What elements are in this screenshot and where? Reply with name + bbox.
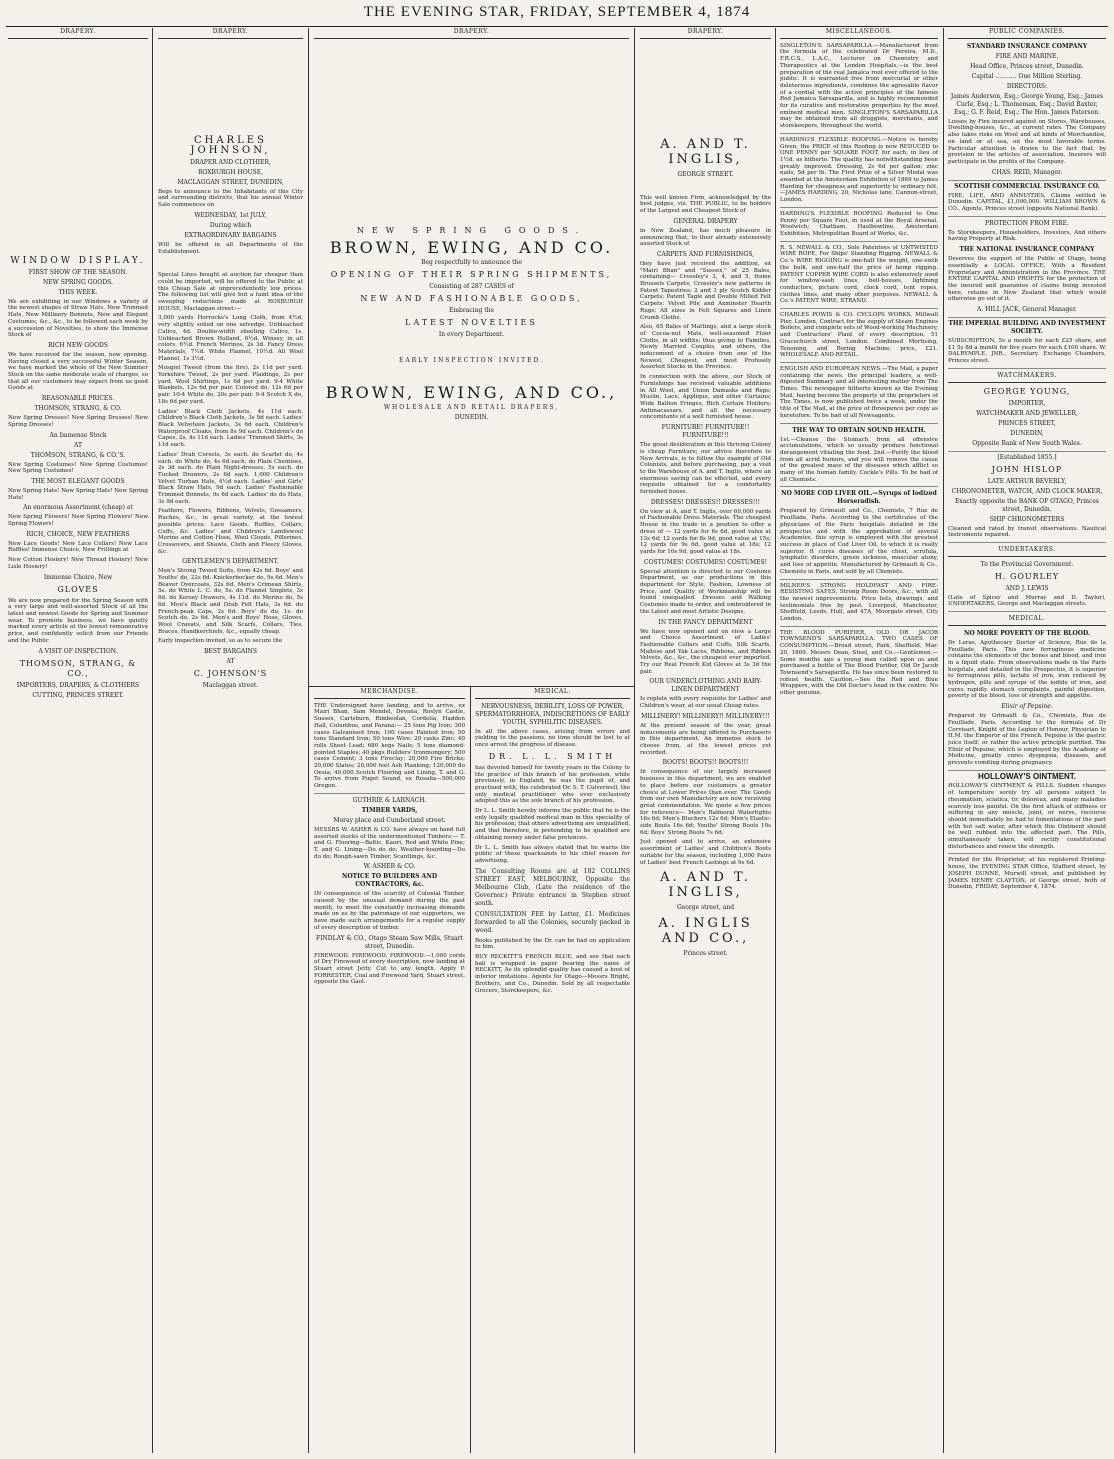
george-young-line-3: PRINCES STREET, xyxy=(998,419,1056,427)
medical-body-2: has devoted himself for twenty years in the Colony to the practice of this branch of his profession, while previously, in England, he was the pupil of, and practised with, the celebrated Dr. S. T. Culverwell, the only medical practitioner who ever exclusively adopted this as the sole branch of his profession. xyxy=(475,764,630,805)
national-signature: A. HILL JACK, General Manager. xyxy=(948,306,1106,318)
books-note: Books published by the Dr. can be had on application to him. xyxy=(475,937,630,951)
gourley-to: To the Provincial Government. xyxy=(980,560,1074,568)
signature-address: CUTTING, PRINCES STREET. xyxy=(32,691,124,699)
boots-heading: BOOTS! BOOTS!! BOOTS!!! xyxy=(662,759,749,767)
poverty-body: Dr Leras, Apothecary Doctor of Science, Rue de la Feuillade, Paris. This new ferruginous medicine contains the elements of the bones and blood, and iron in a liquid state. From observations made in the Paris hospitals, and detailed in the Prospectus, it is superior to ferruginous pills, lactate of iron, iron reduced by hydrogen, pills and syrups of the iodide of iron, and cures rapidly stomach complaints, painful digestion, poverty of the blood, loss of strength and appetite. xyxy=(948,639,1106,700)
new-spring-goods: NEW SPRING GOODS. xyxy=(43,278,113,286)
section-heading: DRAPERY. xyxy=(314,28,629,39)
notice-builders-body: IN consequence of the scarcity of Colonial Timber, caused by the unusual demand during the past month, to meet the constantly increasing demands made on us by the patronage of our supporters, we have made such arrangements for a regular supply of every description of timber. xyxy=(314,891,465,931)
carpets-body: they have just received the addition, ex "Mairi Bhan" and "Sussex," of 25 Bales, containing— Crossley's 3, 4, and 5, frame Brussels Carpets; Crossley's new patterns in Patent Tapestries; 2 and 3 ply Scotch Kidder Carpets; Patent Tagle and Double Milled Felt Carpets; Velvet Pile and Axminster Hearth Rugs; All sizes in Felt Squares and Linen Crumb Cloths. xyxy=(640,260,771,321)
inglis-intro-2: in New Zealand, has much pleasure in announcing that, to their already extensively assorted Stock of xyxy=(640,227,771,248)
column-drapery-4 xyxy=(640,28,771,1453)
column-rule xyxy=(943,28,944,1453)
column-drapery-2 xyxy=(158,28,303,1453)
capital: Capital ........... One Million Sterling. xyxy=(971,72,1083,80)
hislop-name: JOHN HISLOP xyxy=(991,464,1063,474)
inner-rule xyxy=(308,686,634,687)
signature-street: Maclaggan street. xyxy=(202,682,259,690)
poverty-heading: NO MORE POVERTY OF THE BLOOD. xyxy=(963,629,1091,637)
consisting-of: Consisting of 287 CASES of xyxy=(429,282,514,290)
asher-signature: W. ASHER & CO. xyxy=(363,863,416,871)
opening-shipments: OPENING OF THEIR SPRING SHIPMENTS, xyxy=(330,269,613,279)
standard-body: Losses by Fire insured against on Stores, Warehouses, Dwelling-houses, &c., at current rates. The Company also takes risks on Wool and all kinds of Merchandise, on land or at sea, on the most favorable terms. Particular attention is drawn to the fact that, by provision in the articles of association, Insurers will participate in the profits of the Company. xyxy=(948,118,1106,165)
directors-heading: DIRECTORS: xyxy=(1006,82,1048,90)
column-merchandise xyxy=(314,688,465,1453)
draper-clothier: DRAPER AND CLOTHIER, xyxy=(190,158,271,166)
inglis-name: A. AND T. INGLIS, xyxy=(660,136,751,167)
hislop-ship: SHIP CHRONOMETERS xyxy=(989,515,1065,523)
singleton-ad: SINGLETON'S SARSAPARILLA.—Manufactured from the formula of the celebrated Dr Pereira, M.D., F.R.C.S., L.A.C., Lecturer on Chemistry and Therapeutics at the London Hospitals,—is the best preparation of the real Jamaica root ever offered to the public. It is warranted free from mercurial or other deleterious ingredients, combines the agreeable flavor of a cordial with the active principles of the famous Red Jamaica Sarsaparilla, and is highly recommended for its curative and restorative properties by the most eminent medical men. SINGLETON'S SARSAPARILLA may be obtained from all druggists, merchants, and storekeepers, throughout the world. xyxy=(780,43,938,134)
hislop-trade: CHRONOMETER, WATCH, AND CLOCK MAKER, xyxy=(951,487,1103,495)
received-text: We have received for the season, now opening. Having closed a very successful Winter Season, we have marked the whole of the New Summer Stock on the same moderate scale of charges, so that all our customers may expect from us good Goods at xyxy=(8,351,148,392)
hats-line: New Spring Hats! New Spring Hats! New Spring Hats! xyxy=(8,487,148,501)
timber-yards-body: MESSRS W. ASHER & CO. have always on hand full assorted stocks of the undermentioned Timbers:— T. and G. Flooring—Baltic, Kauri, Red and White Pine; T. and G. Lining—Do do do; Weather-boarding—Do do do; Rough-sawn Timber, Scantlings, &c. xyxy=(314,826,465,860)
reckitt-blue-ad: BUY RECKITT'S FRENCH BLUE, and see that each ball is wrapped in paper bearing the name of RECKITT, As its splendid quality has caused a host of inferior imitations. Agents for Otago—Messrs Bright, Brothers, and Co., Dunedin. Sold by all respectable Grocers, Storekeepers, &c. xyxy=(475,954,630,994)
reasonable-prices: REASONABLE PRICES. xyxy=(41,395,115,403)
masthead-title: THE EVENING STAR, FRIDAY, SEPTEMBER 4, 1874 xyxy=(363,4,751,20)
best-bargains: BEST BARGAINS xyxy=(204,648,257,656)
at-label: AT xyxy=(73,441,82,449)
early-inspection: Early inspection invited, so as to secure the xyxy=(158,638,283,645)
mattings-body: Also, 65 Bales of Mattings, and a large stock of Cocoa-nut Mats, well-seasoned Floor Cloths, in all widths; thus giving to Families, Newly Married Couples, and others, the inducement of a choice from one of the Newest, Cheapest, and most Profusely Assorted Stocks in the Province. xyxy=(640,324,771,371)
section-heading: DRAPERY. xyxy=(158,28,303,39)
inglis-signature-2: George street, and xyxy=(676,904,735,912)
enormous-assortment: An enormous Assortment (cheap) at xyxy=(23,504,133,512)
carpets-heading: CARPETS AND FURNISHINGS, xyxy=(656,250,755,258)
timber-yards-heading: TIMBER YARDS, xyxy=(361,806,418,814)
flowers-line: New Spring Flowers! New Spring Flowers! New Spring Flowers! xyxy=(8,514,148,528)
announce-text: Begs to announce to the Inhabitants of this City and surrounding districts, that his annual Winter Sale commences on xyxy=(158,188,303,209)
imperial-body: SUBSCRIPTION, 5s a month for each £25 share, and £1 5s 8d a month for five years for each £100 share. W. DALRYMPLE, JNR., Secretary. Exchange Chambers, Princes street. xyxy=(948,338,1106,369)
medical-body-3: Dr L. L. Smith hereby informs the public that he is the only legally qualified medical man in this speciality of his profession; that others advertising are unqualified, and that therefore, in pretending to be qualified are obtaining money under false pretences. xyxy=(475,808,630,841)
hislop-late: LATE ARTHUR BEVERLY, xyxy=(987,477,1067,485)
costumes-heading: COSTUMES! COSTUMES! COSTUMES! xyxy=(644,558,767,566)
established: [Established 1855.] xyxy=(997,453,1057,461)
head-office: Head Office, Princes street, Dunedin. xyxy=(970,62,1084,70)
notice-builders: NOTICE TO BUILDERS AND CONTRACTORS, &c. xyxy=(341,873,438,889)
this-week: THIS WEEK. xyxy=(58,288,98,296)
signature-johnson: C. JOHNSON'S xyxy=(193,669,268,679)
costumes-body: Special attention is directed to our Costume Department, as our productions in this department for Style, Fashion, Lowness of Price, and Quality of Workmanship will be found unequalled. Dresses and Walking Costumes made to order, and embroidered in the Latest and most Artistic Designs. xyxy=(640,568,771,615)
holloway-body: HOLLOWAY'S OINTMENT & PILLS. Sudden changes of temperature sorely try all persons subject to rheumatism, sciatica, tic doloreux, and many maladies scarcely less painful. On the first attack of stiffness or suffering in any muscle, joint, or nerve, recourse should immediately be had to fomentations of the part with hot salt water, after which this Ointment should be well rubbed into the affected part. The Pills, simultaneously taken, will rectify constitutional disturbances and renew the strength. xyxy=(948,783,1106,854)
directors-list: James Anderson, Esq.; George Young, Esq.; James Curle, Esq.; L. Thomeman, Esq.; David Baxter, Esq.; G. F. Reid, Esq.; The Hon. James Paterson. xyxy=(950,92,1104,116)
standard-insurance: STANDARD INSURANCE COMPANY xyxy=(966,42,1088,50)
masthead-rule xyxy=(6,26,1108,27)
george-young-line-1: IMPORTER, xyxy=(1008,399,1046,407)
window-display-heading: WINDOW DISPLAY. xyxy=(10,255,146,266)
price-list-4: Ladies' Drab Corsets, 3s each. do Scarlet do, 4s each. do White do, 4s 6d each. do Plain Chemises, 2s 3d each. do Plain Night-dresses, 5s each. do Tucked Drawers, 2s 6d each. 1,000 Children's Velvet Turban Hats, 4½d each. Ladies' and Girls' Black Straw Hats, 9d each. Ladies' Fashionable Trimmed Bonnets, 9s 6d each. Ladies' do do Hats, 3s 9d each. xyxy=(158,451,303,505)
column-rule xyxy=(634,28,635,1453)
gentlemens-dept: GENTLEMEN'S DEPARTMENT. xyxy=(182,558,279,566)
cotton-line: New Cotton Hosiery! New Thread Hosiery! New Lisle Hosiery! xyxy=(8,557,148,570)
wholesale-retail: WHOLESALE AND RETAIL DRAPERS, xyxy=(383,403,560,411)
column-drapery-1 xyxy=(8,28,148,1453)
latest-novelties: LATEST NOVELTIES xyxy=(405,317,538,327)
george-young-line-5: Opposite Bank of New South Wales. xyxy=(948,440,1106,452)
pepsine-heading: Elixir of Pepsine. xyxy=(1001,703,1053,711)
news-ad: ENGLISH AND EUROPEAN NEWS.—The Mail, a paper containing the news, the principal leaders, a well-digested Summary and all interesting matter from The Times. The newspaper hitherto known as the Evening Mail, having become the property of the proprietors of The Times, is now published twice a week, under the title of The Mail, at the price of threepence per copy as heretofore. To be had of all Newsagents. xyxy=(780,366,938,424)
extraordinary-bargains: EXTRAORDINARY BARGAINS xyxy=(184,231,277,239)
gloves-heading: GLOVES xyxy=(57,584,99,594)
brown-ewing-name-2: BROWN, EWING, AND CO., xyxy=(325,382,618,402)
prepared-text: We are now prepared for the Spring Season with a very large and well-assorted Stock of all the latest and newest Goods for Spring and Summer wear. To promote business, we have quietly marked every article at the lowest remunerative price, and confidently solicit from our Friends and the Public xyxy=(8,597,148,644)
section-heading: MERCHANDISE. xyxy=(314,688,465,699)
protection-heading: PROTECTION FROM FIRE. xyxy=(985,219,1069,227)
charles-johnson-name: CHARLES JOHNSON, xyxy=(190,134,271,156)
section-heading: UNDERTAKERS. xyxy=(948,546,1106,557)
section-heading: MEDICAL. xyxy=(475,688,630,699)
offered-text: Will be offered in all Departments of the Establishment. xyxy=(158,241,303,255)
blood-purifier-ad: THE BLOOD PURIFIER, OLD DR JACOB TOWNSEND'S SARSAPARILLA. TWO CASES OF CONSUMPTION.—Broad street, Park, Sheffield, Mar. 20, 1869. Messrs Dean, Steel, and Co.—Gentlemen,—Some months ago a young man called upon us and purchased a bottle of The Blood Purifier, Old Dr Jacob Townsend's Sarsaparilla. He has since been restored to robust health. Caution.—See the Red and Blue Wrappers, with the Old Doctor's head in the centre. No other genuine. xyxy=(780,629,938,697)
health-body: 1st.—Cleanse the Stomach from all offensive accumulations, which so usually produce functional derangement vitiating the food. 2nd.—Purify the blood from all acrid humors, and you will remove the cause of the greatest mass of the diseases which afflict so many of the human family. Cockle's Pills. To be had of all Chemists. xyxy=(780,437,938,488)
harding-ad: HARDING'S FLEXIBLE ROOFING.—Notice is hereby Given, the PRICE of this Roofing is now REDUCED to ONE PENNY per SQUARE FOOT, for each, in lieu of 1½d, as hitherto. The quality has notwithstanding been greatly improved. Dressing, 2s 6d per gallon; zinc nails, 5d per lb. The First Prize of a Silver Medal was awarded at the Amsterdam Exhibition of 1869 to James Harding for cheapness and superiority to ordinary felt.—JAMES HARDING, 20, Nicholas lane, Cannon-street, London. xyxy=(780,137,938,208)
scottish-body: FIRE, LIFE, AND ANNUITIES. Claims settled in Dunedin. CAPITAL, £1,000,000. WILLIAM BROWN & CO., Agents, Princes street (opposite National Bank). xyxy=(948,193,1106,217)
new-fashionable-goods: NEW AND FASHIONABLE GOODS, xyxy=(360,293,583,303)
powis-ad: CHARLES POWIS & CO. CYCLOPS WORKS, Millwall Pier, London, Contract for the supply of Steam Engines Boilers, and complete sets of Wood-working Machinery, and Contractors' Plant of every description. 51 Gracechurch street, London. Combined Mortising, Tenoning, and Boring Machine; price, £21. WHOLESALE AND RETAIL. xyxy=(780,312,938,363)
intro-text: We are exhibiting in our Windows a variety of the newest shapes of Straw Hats, New Trimmed Hats, New Millinery Bonnets, New and Elegant Costumes, &c., &c., to be followed each week by a succession of Novelties, to show the Immense Stock of xyxy=(8,298,148,339)
embracing: Embracing the xyxy=(448,306,495,314)
inglis-intro: This well known Firm, acknowledged by the best judges, viz. THE PUBLIC, to be holders of the Largest and Cheapest Stock of xyxy=(640,194,771,215)
price-list-1: 3,000 yards Horrocks's Long Cloth, from 4½d, very slightly soiled on one selvedge. Unbleached Calico, 4d. Double-width sheeting Calico, 1s. Unbleached Brown Holland, 6½d. Winsey, in all colors, 6½d. French Merinos, 2s 3d. Fancy Dress Materials, 7½d. White Flannel, 10½d. All Wool Flannel, 1s 3½d. xyxy=(158,315,303,362)
george-street: GEORGE STREET. xyxy=(677,170,734,178)
firm-name-2: THOMSON, STRANG, & CO.'S. xyxy=(30,451,126,459)
gourley-and: AND J. LEWIS xyxy=(1005,584,1049,592)
george-young-line-2: WATCHMAKER AND JEWELLER, xyxy=(976,409,1078,417)
roxburgh-house: ROXBURGH HOUSE, xyxy=(197,168,264,176)
furniture-heading: FURNITURE! FURNITURE!! FURNITURE!!! xyxy=(661,424,750,440)
dresses-line: New Spring Dresses! New Spring Dresses! New Spring Dresses! xyxy=(8,415,148,428)
health-heading: THE WAY TO OBTAIN SOUND HEALTH. xyxy=(792,426,926,434)
gourley-body: (Late of Spicer and Murray and D. Taylor), UNDERTAKERS, George and Maclaggan streets. xyxy=(948,595,1106,612)
at-label: AT xyxy=(226,658,235,666)
printer-imprint: Printed for the Proprietor, at his registered Printing-house, the EVENING STAR Office, Stafford street, by JOSEPH DUNNE, Murwill street, and published by JAMES HENRY CLAYTON, of George street, both of Dunedin, FRIDAY, September 4, 1874. xyxy=(948,857,1106,891)
inglis-signature-4: Princes street. xyxy=(683,950,728,958)
column-rule xyxy=(152,28,153,1453)
column-rule xyxy=(470,686,471,1453)
elegant-goods: THE MOST ELEGANT GOODS xyxy=(31,477,125,485)
masthead xyxy=(0,0,1114,24)
feathers-line: RICH, CHOICE, NEW FEATHERS xyxy=(26,530,130,538)
dresses-heading: DRESSES! DRESSES!! DRESSES!!! xyxy=(650,498,761,506)
early-inspection-invited: EARLY INSPECTION INVITED. xyxy=(398,356,545,364)
furniture-body: The great desideratum in this thriving Colony is cheap Furniture; our advice therefore to New Arrivals, is to follow the example of Old Colonists, and before purchasing, pay a visit to the Warehouse of A. and T. Inglis, where an enormous saving can be effected, and every requisite obtained for a comfortably furnished house. xyxy=(640,442,771,496)
hislop-body: Cleaned and rated by transit observations. Nautical Instruments repaired. xyxy=(948,526,1106,543)
harding-ad-2: HARDING'S FLEXIBLE ROOFING Reduced to One Penny per Square Foot, in used at the Royal Arsenal, Woolwich; Chatham, Haulbowline, Amsterdam Exhibition, Metropolitan Board of Works, &c. xyxy=(780,211,938,242)
nervousness-heading: NERVOUSNESS, DEBILITY, LOSS OF POWER, SPERMATORRHOEA, INDISCRETIONS OF EARLY YOUTH, SYPHILITIC DISEASES. xyxy=(475,702,630,726)
price-list-3: Ladies' Black Cloth Jackets, 4s 11d each. Children's Black Cloth Jackets, 3s 9d each. Ladies' Black Velveteen Jackets, 3s 6d each. Children's Waterproof Cloaks, from 8s 9d each. Children's do Capes, 2s, 4s 11d each. Ladies' Trimmed Skirts, 3s 11d each. xyxy=(158,408,303,449)
milners-ad: MILNER'S STRONG HOLDFAST AND FIRE-RESISTING SAFES, Strong Room Doors, &c., with all the newest improvements. Price lists, drawings, and testimonials free by post. Liverpool, Manchester, Sheffield, Leeds, Hull, and 47A, Moorgate street, City London. xyxy=(780,583,938,627)
furnishings-body: In connection with the above, our Stock of Furnishings has received valuable additions in All Wool, and Union Damasks and Reps; Muslin, Lace, Applique, and other Curtains; Wide Ballion Fringes, Rich Curtain Holders; Antimacassars, and all the necessary concomitants of a well furnished house. xyxy=(640,374,771,421)
fancy-body: We have now opened and on view a Large and Choice Assortment of Ladies' Fashionable Collars and Cuffs, Silk Scarfs, Maltese and Yak Laces, Ribbons, and Ribbon Velvets, &c., &c., the cheapest ever imported. Try our Real French Kid Gloves at 3s 3d the pair. xyxy=(640,628,771,675)
underclothing-heading: OUR UNDERCLOTHING AND BABY-LINEN DEPARTMENT xyxy=(649,678,762,694)
fire-marine: FIRE AND MARINE. xyxy=(995,52,1059,60)
firewood-ad: FIREWOOD. FIREWOOD. FIREWOOD.—1,000 cords of Dry Firewood of every description, now landing at Stuart street Jetty. Cut to any length. Apply P. FORRESTER, Coal and Firewood Yard, Stuart street, opposite the Gaol. xyxy=(314,952,465,986)
column-drapery-3 xyxy=(314,28,629,687)
scottish-insurance: SCOTTISH COMMERCIAL INSURANCE CO. xyxy=(954,182,1100,190)
newall-ad: R. S. NEWALL & CO., Sole Patentees of UNTWISTED WIRE ROPE, For Ships' Standing Rigging. NEWALL & Co.'s WIRE RIGGING is one-half the weight, one-sixth the bulk, and one-half the price of hemp rigging. PATENT COPPER WIRE CORD is also extensively used for window-sash lines, bell-houses, lightning conductors, picture cord, clock cord, tent ropes, clothes lines, and many other purposes. NEWALL & Co.'s PATENT WIRE, STRAND. xyxy=(780,245,938,309)
special-lines: Special Lines bought at auction far cheaper than could be imported, will be offered to the Public at this Cheap Sale at unprecedentedly low prices. The following list will give but a faint idea of the sweeping reductions made at ROXBURGH HOUSE, Maclaggan street:— xyxy=(158,272,303,312)
millinery-body: At the present season of the year, great inducements are being offered to Purchasers in this department. An immense stock to choose from, at the lowest prices yet recorded. xyxy=(640,722,771,756)
inglis-signature: A. AND T. INGLIS, xyxy=(660,870,751,901)
george-young-name: GEORGE YOUNG, xyxy=(983,386,1071,396)
inglis-co-signature: A. INGLIS AND CO., xyxy=(658,916,753,947)
dr-smith-name: DR. L. L. SMITH xyxy=(488,751,617,761)
column-miscellaneous xyxy=(780,28,938,1453)
findlay-signature: FINDLAY & CO., Otago Steam Saw Mills, Stuart street, Dunedin. xyxy=(316,934,463,950)
new-spring-goods-heading: NEW SPRING GOODS. xyxy=(356,225,587,235)
medical-body-1: In all the above cases, arising from errors and yielding to the passions, no time should be lost to at once arrest the progress of disease. xyxy=(475,728,630,749)
timber-yards-address: Moray place and Cumberland street. xyxy=(333,816,446,824)
medical-body-4: Dr L. L. Smith has always stated that he warns the public of these quacksands to his chief reason for advertising. xyxy=(475,844,630,864)
column-rule xyxy=(775,28,776,1453)
brown-ewing-name: BROWN, EWING, AND CO. xyxy=(329,237,614,257)
column-public-companies xyxy=(948,28,1106,1453)
standard-signature: CHAS. REID, Manager. xyxy=(948,169,1106,181)
protection-body: To Storekeepers, Householders, Investors, And others having Property at Risk. xyxy=(948,229,1106,243)
immense-stock: An Immense Stock xyxy=(49,431,107,439)
during-which: During which xyxy=(209,221,252,229)
millinery-heading: MILLINERY! MILLINERY!! MILLINERY!!! xyxy=(641,712,770,720)
george-young-line-4: DUNEDIN, xyxy=(1010,429,1044,437)
cod-heading: NO MORE COD LIVER OIL.—Syrups of Iodized Horseradish. xyxy=(781,490,937,506)
imperial-society: THE IMPERIAL BUILDING AND INVESTMENT SOCIETY. xyxy=(948,320,1106,336)
guthrie-larnach-signature: GUTHRIE & LARNACH. xyxy=(352,796,427,804)
guthrie-larnach-ad: THE Undersigned have landing, and to arrive, ex Mairi Bhan, Sam Mendel, Devana, Roslyn Castle, Sussex, Cartsburn, Rimbeolan, Cordelia, Haddon Hall, Columbus, and Parana:— 25 tons Pig Iron; 300 cases Galvanised Iron; 100 cases Painted Iron; 50 tons Standard Iron; 50 tons Wire; 20 casks Zinc; 40 rolls Sheet Lead; 680 kegs Nails; 5 tons diamond-pointed Staples; 40 pkgs Builders' Ironmongery; 500 cases Cement; 3 tons Fireclay; 20,000 Fire Bricks; 20,000 Slates; 20,000 feet Ash Planking; 120,000 do Oesia; 40,000 Scotch Flooring and Lining, T. and G. To arrive from Puget Sound, ex Rosalia—500,000 Oregon. xyxy=(314,703,465,794)
visit-inspection: A VISIT OF INSPECTION. xyxy=(38,647,118,655)
column-rule xyxy=(308,28,309,1453)
every-department: In every Department. xyxy=(438,330,505,338)
lace-line: New Lace Goods! New Lace Collars! New Lace Ruffles! Immense Choice, New Frillings at xyxy=(8,540,148,554)
maclaggan-address: MACLAGGAN STREET, DUNEDIN, xyxy=(177,178,284,186)
immense-choice: Immense Choice, New xyxy=(43,573,113,581)
section-heading: PUBLIC COMPANIES. xyxy=(948,28,1106,39)
general-drapery: GENERAL DRAPERY xyxy=(673,217,738,225)
rich-new-goods: RICH NEW GOODS xyxy=(48,341,108,349)
pepsine-body: Prepared by Grimault & Co., Chemists, Rue de Feuillade, Paris. According to the formula of Dr Corvisart, Knight of the Legion of Honour, Physician to H.M. the Emperor of the French. Pepsine is the gastric juice itself, or rather the active principle purified. The Elixir of Pepsine, which is employed by the Academy of Medicine, greatly cures dyspepsia, diseases, and prevents vomiting during pregnancy. xyxy=(948,713,1106,771)
section-heading: DRAPERY. xyxy=(8,28,148,39)
city: DUNEDIN. xyxy=(454,413,489,421)
boots-body: In consequence of our largely increased business in this department, we are enabled to place before our customers a greater choice at Lower Prices than ever. The Goods from our own Manufactory are now receiving great commendation. We quote a few prices for reference— Men's Balmoral Watertights 16s 6d; Men's Bluchers 12s 6d; Men's Elastic-side Boots 16s 6d; Youths' Strong Boots 10s 6d; Boys' Strong Boots 7s 6d. xyxy=(640,769,771,836)
costumes-line: New Spring Costumes! New Spring Costumes! New Spring Costumes! xyxy=(8,461,148,475)
section-heading: MEDICAL. xyxy=(948,615,1106,626)
boots-body-2: Just opened and to arrive, an extensive assortment of Ladies' and Children's Boots suitable for the season, including 1,000 Pairs of Ladies' best French Lastings at 9s 6d. xyxy=(640,839,771,866)
hislop-opposite: Exactly opposite the BANK OF OTAGO, Princes street, Dunedin. xyxy=(955,497,1099,513)
section-heading: DRAPERY. xyxy=(640,28,771,39)
signature-firm: THOMSON, STRANG, & CO., xyxy=(19,658,137,678)
national-body: Deserves the support of the Public of Otago, being essentially a LOCAL OFFICE, With a Resident Proprietary and Administration in the Province. THE ENTIRE CAPITAL AND PROFITS for the protection of the insured and guarantee of claims being invested here, retains in New Zealand that which would otherwise go out of it. xyxy=(948,256,1106,303)
holloway-heading: HOLLOWAY'S OINTMENT. xyxy=(977,771,1077,781)
consulting-rooms: The Consulting Rooms are at 182 COLLINS STREET EAST, MELBOURNE, Opposite the Melbourne Club, (Late the residence of the Governor.) Private entrance in Stephen street south. xyxy=(475,867,630,907)
underclothing-body: Is replete with every requisite for Ladies' and Children's wear, at our usual Cheap rates. xyxy=(640,696,771,710)
gourley-name: H. GOURLEY xyxy=(994,571,1060,581)
price-list-2: Mosgiel Tweed (from the fire), 2s 11d per yard. Yorkshire Tweed, 2s per yard. Plaidings, 2s per yard. Wool Shirtings, 1s 6d per yard. 9-4 White Blankets, 12s 6d per pair. Colored do, 12s 6d per pair. 10-4 White do, 20s per pair. 9-4 Scotch X do, 18s 6d per yard. xyxy=(158,365,303,405)
first-show: FIRST SHOW OF THE SEASON. xyxy=(28,268,128,276)
firm-name: THOMSON, STRANG, & CO. xyxy=(34,405,122,413)
sale-date: WEDNESDAY, 1st JULY, xyxy=(194,211,267,219)
signature-trade: IMPORTERS, DRAPERS, & CLOTHIERS xyxy=(16,681,140,689)
national-insurance: THE NATIONAL INSURANCE COMPANY xyxy=(959,246,1095,254)
fancy-heading: IN THE FANCY DEPARTMENT xyxy=(658,618,753,626)
price-list-5: Feathers, Flowers, Ribbons, Velvets, Gossamers, Ruches, &c., in great variety, at the lowest possible prices. Lace Goods, Ruffles, Collars, Cuffs, &c. Ladies' and Children's Lambswool Merino and Cotton Hose, Wool Clouds, Pillerines, Crossovers, and Shawls, Cloth and Fleecy Gloves, &c. xyxy=(158,508,303,555)
dresses-body: On view at A. and T. Inglis, over 60,000 yards of Fashionable Dress Materials. The cheapest House in the trade in a position to offer a dress of — 12 yards for 6s 6d, good value at 13s 6d; 12 yards for 8s 9d, good value at 15s; 12 yards for 9s 6d, good value at 18s; 12 yards for 10s 9d, good value at 18s. xyxy=(640,508,771,555)
section-heading: WATCHMAKERS. xyxy=(948,372,1106,383)
cod-body: Prepared by Grimault and Co., Chemists, 7 Rue de Feuillade, Paris. According to the certificates of the physicians of the Paris hospitals detailed in the prospectus and with the approbation of several Academies, this syrup is employed with the greatest success in place of Cod Liver Oil, to which it is really superior. It cures diseases of the chest, scrofula, lymphatic disorders, green sickness, muscular atony, and loss of appetite. Manufactured by Grimault & Co., Chemists in Paris, and sold by all Chemists. xyxy=(780,508,938,579)
price-list-6: Men's Strong Tweed Suits, from 42s 6d. Boys' and Youths' do, 22s 6d. Knickerbocker do, 9s 6d. Men's Beaver Overcoats, 32s 6d. Men's Crimean Shirts, 5s. do White L. C. do, 5s. do Flannel Singlets, 3s 6d. do Kersey Drawers, 4s 11d. do Merino do, 5s 6d. Men's Black and Drab Felt Hats, 3s 6d. do French-peak Caps, 2s 6d. Boys' do do, 1s. do Scotch do, 2s 6d. Men's and Boys' Hose, Gloves, Wool Cravats, and Silk Scarfs, Collars, Ties, Braces, Handkerchiefs, &c., equally cheap. xyxy=(158,568,303,635)
consultation-fee: CONSULTATION FEE by Letter, £1. Medicines forwarded to all the Colonies, securely packed in wood. xyxy=(475,910,630,934)
beg-announce: Beg respectfully to announce the xyxy=(421,258,522,266)
column-medical xyxy=(475,688,630,1453)
section-heading: MISCELLANEOUS. xyxy=(780,28,938,39)
